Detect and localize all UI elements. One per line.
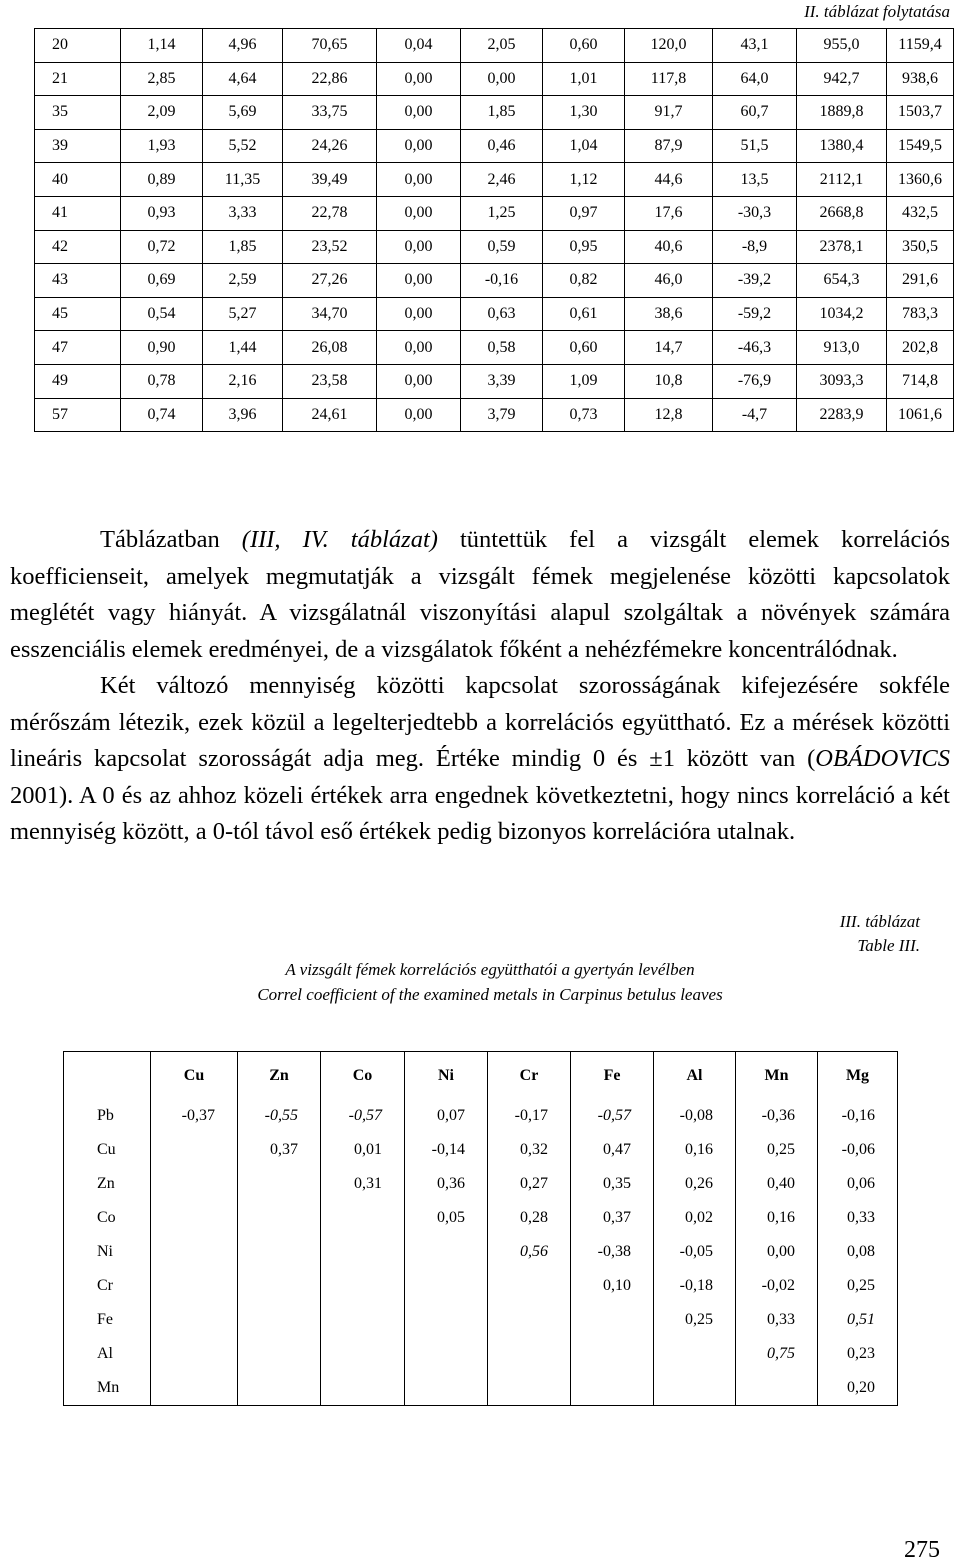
table-cell: 87,9 bbox=[625, 129, 713, 163]
table-2-body bbox=[35, 29, 954, 432]
table-cell: -30,3 bbox=[713, 196, 797, 230]
table-cell: 0,00 bbox=[377, 163, 461, 197]
table-cell bbox=[654, 1371, 736, 1406]
row-header: Al bbox=[64, 1337, 151, 1371]
table-cell: 0,16 bbox=[654, 1133, 736, 1167]
table-cell: 0,93 bbox=[121, 196, 203, 230]
table-cell bbox=[405, 1269, 488, 1303]
table-cell bbox=[654, 1337, 736, 1371]
table-cell: 0,00 bbox=[377, 264, 461, 298]
table-cell: 44,6 bbox=[625, 163, 713, 197]
table-cell: 5,52 bbox=[203, 129, 283, 163]
column-header: Mg bbox=[818, 1052, 898, 1100]
table-cell: 0,82 bbox=[543, 264, 625, 298]
paragraph-2-rest: 2001). A 0 és az ahhoz közeli értékek arra engednek következtetni, hogy nincs korreláció a két mennyiség között, a 0-tól távol eső értékek pedig bizonyos korrelációra utalnak. bbox=[10, 781, 950, 845]
table-cell: 0,59 bbox=[461, 230, 543, 264]
table-cell: 43 bbox=[35, 264, 121, 298]
table-row bbox=[64, 1337, 898, 1371]
table-cell: 0,46 bbox=[461, 129, 543, 163]
table-cell: 12,8 bbox=[625, 398, 713, 432]
table-cell: 60,7 bbox=[713, 96, 797, 130]
table-cell: 0,36 bbox=[405, 1167, 488, 1201]
table-cell bbox=[321, 1371, 405, 1406]
table-cell: 0,00 bbox=[377, 129, 461, 163]
table-cell: 70,65 bbox=[283, 29, 377, 63]
table-cell bbox=[321, 1235, 405, 1269]
table-cell: 0,31 bbox=[321, 1167, 405, 1201]
table-cell: 46,0 bbox=[625, 264, 713, 298]
citation-author: OBÁDOVICS bbox=[815, 745, 950, 772]
table-row bbox=[35, 364, 954, 398]
table-cell: 26,08 bbox=[283, 331, 377, 365]
table-cell bbox=[151, 1371, 238, 1406]
table-cell: 33,75 bbox=[283, 96, 377, 130]
table-cell: 0,00 bbox=[377, 297, 461, 331]
table-cell: 0,07 bbox=[405, 1099, 488, 1133]
table-cell: 23,52 bbox=[283, 230, 377, 264]
table-cell bbox=[321, 1269, 405, 1303]
table-3-caption-en: Correl coefficient of the examined metals in Carpinus betulus leaves bbox=[257, 985, 723, 1004]
table-cell: 1360,6 bbox=[887, 163, 954, 197]
table-cell: 43,1 bbox=[713, 29, 797, 63]
table-cell: 1,85 bbox=[461, 96, 543, 130]
table-row bbox=[64, 1133, 898, 1167]
table-cell: 40,6 bbox=[625, 230, 713, 264]
table-cell: 1034,2 bbox=[797, 297, 887, 331]
table-cell bbox=[321, 1201, 405, 1235]
table-cell: 1,30 bbox=[543, 96, 625, 130]
table-3-label-hu: III. táblázat bbox=[839, 912, 920, 931]
table-row bbox=[64, 1167, 898, 1201]
table-cell: 0,40 bbox=[736, 1167, 818, 1201]
table-cell: 0,32 bbox=[488, 1133, 571, 1167]
row-header: Zn bbox=[64, 1167, 151, 1201]
table-row bbox=[64, 1303, 898, 1337]
table-row bbox=[35, 398, 954, 432]
table-cell: 938,6 bbox=[887, 62, 954, 96]
table-cell: 20 bbox=[35, 29, 121, 63]
table-cell: 3,33 bbox=[203, 196, 283, 230]
table-cell: 120,0 bbox=[625, 29, 713, 63]
table-cell: 432,5 bbox=[887, 196, 954, 230]
row-header: Fe bbox=[64, 1303, 151, 1337]
row-header: Pb bbox=[64, 1099, 151, 1133]
table-cell: 1,25 bbox=[461, 196, 543, 230]
table-cell: 2378,1 bbox=[797, 230, 887, 264]
table-cell: 0,54 bbox=[121, 297, 203, 331]
table-cell bbox=[151, 1303, 238, 1337]
table-cell: 0,00 bbox=[377, 331, 461, 365]
paragraph-2-start: Két változó mennyiség közötti kapcsolat szorosságának kifejezésére sokféle mérőszám létezik, ezek közül a legelterjedtebb a korrelációs együttható. Ez a mérések közötti lineáris kapcsolat szorosságát adja meg. Értéke mindig 0 és ±1 között van ( bbox=[10, 672, 950, 772]
table-cell: 22,86 bbox=[283, 62, 377, 96]
table-reference: (III, IV. táblázat) bbox=[241, 526, 438, 553]
table-cell: 23,58 bbox=[283, 364, 377, 398]
table-cell: 1380,4 bbox=[797, 129, 887, 163]
table-cell: 0,01 bbox=[321, 1133, 405, 1167]
table-cell: 0,26 bbox=[654, 1167, 736, 1201]
table-cell: 0,61 bbox=[543, 297, 625, 331]
table-cell: -0,16 bbox=[461, 264, 543, 298]
table-cell: 0,58 bbox=[461, 331, 543, 365]
table-cell bbox=[238, 1167, 321, 1201]
row-header: Cu bbox=[64, 1133, 151, 1167]
table-cell: 0,28 bbox=[488, 1201, 571, 1235]
table-cell bbox=[405, 1371, 488, 1406]
table-cell: 1549,5 bbox=[887, 129, 954, 163]
table-cell: 0,72 bbox=[121, 230, 203, 264]
table-cell: 2,85 bbox=[121, 62, 203, 96]
column-header: Ni bbox=[405, 1052, 488, 1100]
paragraph-1-rest: tüntettük fel a vizsgált elemek korrelációs koefficienseit, amelyek megmutatják a vizsgált fémek megjelenése közötti kapcsolatok meglétét vagy hiányát. A vizsgálatnál viszonyítási alapul szolgáltak a növények számára esszenciális elemek eredményei, de a vizsgálatok főként a nehézfémekre koncentrálódnak. bbox=[10, 526, 950, 663]
table-3-correlation bbox=[63, 1051, 898, 1406]
table-cell bbox=[151, 1235, 238, 1269]
table-cell: 0,56 bbox=[488, 1235, 571, 1269]
table-cell: 0,74 bbox=[121, 398, 203, 432]
table-cell: 5,69 bbox=[203, 96, 283, 130]
table-cell: 0,10 bbox=[571, 1269, 654, 1303]
table-cell: 654,3 bbox=[797, 264, 887, 298]
table-cell: 0,89 bbox=[121, 163, 203, 197]
table-cell bbox=[238, 1269, 321, 1303]
table-3-label bbox=[840, 910, 920, 958]
column-header: Al bbox=[654, 1052, 736, 1100]
table-cell: -0,06 bbox=[818, 1133, 898, 1167]
table-cell: 1,93 bbox=[121, 129, 203, 163]
table-cell: -0,36 bbox=[736, 1099, 818, 1133]
paragraph-1-start: Táblázatban bbox=[100, 526, 242, 553]
table-cell: 2283,9 bbox=[797, 398, 887, 432]
table-cell: 0,00 bbox=[377, 230, 461, 264]
table-cell: 0,90 bbox=[121, 331, 203, 365]
table-row bbox=[64, 1235, 898, 1269]
body-text bbox=[10, 522, 950, 851]
table-row bbox=[35, 264, 954, 298]
table-cell: 913,0 bbox=[797, 331, 887, 365]
table-cell: 34,70 bbox=[283, 297, 377, 331]
table-cell: 21 bbox=[35, 62, 121, 96]
table-cell: 1,01 bbox=[543, 62, 625, 96]
paragraph-2 bbox=[10, 668, 950, 851]
table-cell: -0,55 bbox=[238, 1099, 321, 1133]
table-cell: 3,96 bbox=[203, 398, 283, 432]
table-cell: 1,12 bbox=[543, 163, 625, 197]
table-cell bbox=[238, 1235, 321, 1269]
table-cell: 0,78 bbox=[121, 364, 203, 398]
table-cell bbox=[151, 1269, 238, 1303]
table-cell bbox=[405, 1235, 488, 1269]
table-cell: 0,25 bbox=[818, 1269, 898, 1303]
table-cell bbox=[151, 1201, 238, 1235]
table-row bbox=[35, 297, 954, 331]
table-cell: 24,61 bbox=[283, 398, 377, 432]
table-cell: 0,00 bbox=[377, 62, 461, 96]
table-cell: 17,6 bbox=[625, 196, 713, 230]
table-cell: 41 bbox=[35, 196, 121, 230]
table-cell: 0,00 bbox=[461, 62, 543, 96]
column-header: Cu bbox=[151, 1052, 238, 1100]
table-cell: 0,02 bbox=[654, 1201, 736, 1235]
table-cell: 4,64 bbox=[203, 62, 283, 96]
table-cell: 291,6 bbox=[887, 264, 954, 298]
table-cell bbox=[571, 1337, 654, 1371]
table-cell: 1061,6 bbox=[887, 398, 954, 432]
table-cell: 0,69 bbox=[121, 264, 203, 298]
table-row bbox=[35, 230, 954, 264]
table-cell: 0,37 bbox=[571, 1201, 654, 1235]
table-3-caption-hu: A vizsgált fémek korrelációs együtthatói a gyertyán levélben bbox=[285, 960, 695, 979]
table-cell bbox=[321, 1337, 405, 1371]
table-cell: 0,95 bbox=[543, 230, 625, 264]
table-cell: 64,0 bbox=[713, 62, 797, 96]
table-cell bbox=[571, 1371, 654, 1406]
table-cell: 22,78 bbox=[283, 196, 377, 230]
table-2-continued bbox=[34, 28, 954, 432]
table-cell: -0,57 bbox=[321, 1099, 405, 1133]
table-cell: 0,00 bbox=[377, 398, 461, 432]
table-cell: 27,26 bbox=[283, 264, 377, 298]
table-cell: -0,14 bbox=[405, 1133, 488, 1167]
table-row bbox=[35, 96, 954, 130]
table-cell: 0,04 bbox=[377, 29, 461, 63]
table-cell: 1503,7 bbox=[887, 96, 954, 130]
table-cell: 0,00 bbox=[377, 364, 461, 398]
row-header: Mn bbox=[64, 1371, 151, 1406]
table-cell: 0,27 bbox=[488, 1167, 571, 1201]
table-cell: 0,20 bbox=[818, 1371, 898, 1406]
table-cell: 0,47 bbox=[571, 1133, 654, 1167]
table-cell: 0,06 bbox=[818, 1167, 898, 1201]
table-row bbox=[35, 29, 954, 63]
table-cell: -0,08 bbox=[654, 1099, 736, 1133]
table-cell bbox=[321, 1303, 405, 1337]
table-continued-label: II. táblázat folytatása bbox=[804, 2, 950, 21]
table-cell bbox=[238, 1201, 321, 1235]
table-cell: -0,18 bbox=[654, 1269, 736, 1303]
table-cell: 1,44 bbox=[203, 331, 283, 365]
table-row bbox=[35, 331, 954, 365]
table-cell: 0,33 bbox=[818, 1201, 898, 1235]
table-cell: 1,14 bbox=[121, 29, 203, 63]
table-cell: 5,27 bbox=[203, 297, 283, 331]
table-cell: -0,37 bbox=[151, 1099, 238, 1133]
column-header: Cr bbox=[488, 1052, 571, 1100]
table-cell: 0,97 bbox=[543, 196, 625, 230]
table-cell bbox=[151, 1337, 238, 1371]
row-header: Co bbox=[64, 1201, 151, 1235]
table-cell: 0,63 bbox=[461, 297, 543, 331]
table-cell: 2,59 bbox=[203, 264, 283, 298]
table-cell: 0,05 bbox=[405, 1201, 488, 1235]
table-cell: 3093,3 bbox=[797, 364, 887, 398]
table-row bbox=[35, 163, 954, 197]
table-row bbox=[35, 62, 954, 96]
table-cell: -0,16 bbox=[818, 1099, 898, 1133]
table-cell: -0,05 bbox=[654, 1235, 736, 1269]
table-cell: 1,04 bbox=[543, 129, 625, 163]
table-cell: 0,16 bbox=[736, 1201, 818, 1235]
table-cell: 202,8 bbox=[887, 331, 954, 365]
table-cell: 117,8 bbox=[625, 62, 713, 96]
table-cell bbox=[488, 1303, 571, 1337]
column-header: Zn bbox=[238, 1052, 321, 1100]
table-cell: 3,39 bbox=[461, 364, 543, 398]
page-number: 275 bbox=[904, 1537, 940, 1563]
table-row bbox=[35, 129, 954, 163]
table-cell: 0,60 bbox=[543, 29, 625, 63]
table-cell: -8,9 bbox=[713, 230, 797, 264]
table-cell: 0,00 bbox=[377, 196, 461, 230]
table-cell bbox=[571, 1303, 654, 1337]
table-cell: 45 bbox=[35, 297, 121, 331]
table-row bbox=[64, 1099, 898, 1133]
table-cell: 0,60 bbox=[543, 331, 625, 365]
table-cell: 24,26 bbox=[283, 129, 377, 163]
table-cell bbox=[238, 1337, 321, 1371]
table-cell: 0,25 bbox=[736, 1133, 818, 1167]
table-cell: 42 bbox=[35, 230, 121, 264]
table-cell bbox=[488, 1371, 571, 1406]
table-cell: 0,75 bbox=[736, 1337, 818, 1371]
table-cell: 714,8 bbox=[887, 364, 954, 398]
table-cell: 38,6 bbox=[625, 297, 713, 331]
table-cell bbox=[151, 1167, 238, 1201]
table-cell: 0,25 bbox=[654, 1303, 736, 1337]
table-3-caption bbox=[160, 957, 820, 1007]
table-cell: 10,8 bbox=[625, 364, 713, 398]
table-cell: 0,73 bbox=[543, 398, 625, 432]
table-cell: 2,16 bbox=[203, 364, 283, 398]
table-cell: -0,57 bbox=[571, 1099, 654, 1133]
table-cell: 0,00 bbox=[377, 96, 461, 130]
table-row bbox=[35, 196, 954, 230]
table-cell bbox=[488, 1269, 571, 1303]
table-cell: -76,9 bbox=[713, 364, 797, 398]
table-cell: 0,35 bbox=[571, 1167, 654, 1201]
table-cell: 40 bbox=[35, 163, 121, 197]
table-row bbox=[64, 1371, 898, 1406]
table-cell: 2112,1 bbox=[797, 163, 887, 197]
table-cell bbox=[488, 1337, 571, 1371]
table-cell: 4,96 bbox=[203, 29, 283, 63]
table-cell: 49 bbox=[35, 364, 121, 398]
table-cell: 0,33 bbox=[736, 1303, 818, 1337]
table-cell: 1159,4 bbox=[887, 29, 954, 63]
table-cell: -46,3 bbox=[713, 331, 797, 365]
table-cell: 47 bbox=[35, 331, 121, 365]
table-cell: 2668,8 bbox=[797, 196, 887, 230]
table-cell bbox=[151, 1133, 238, 1167]
table-cell: 13,5 bbox=[713, 163, 797, 197]
table-cell: 350,5 bbox=[887, 230, 954, 264]
table-cell: 39 bbox=[35, 129, 121, 163]
table-cell: -0,38 bbox=[571, 1235, 654, 1269]
row-header: Ni bbox=[64, 1235, 151, 1269]
table-cell: 783,3 bbox=[887, 297, 954, 331]
table-cell bbox=[405, 1303, 488, 1337]
table-cell: 14,7 bbox=[625, 331, 713, 365]
table-cell: 1,09 bbox=[543, 364, 625, 398]
column-header: Fe bbox=[571, 1052, 654, 1100]
table-cell: 35 bbox=[35, 96, 121, 130]
table-cell: 51,5 bbox=[713, 129, 797, 163]
table-header-row bbox=[64, 1052, 898, 1100]
table-cell: 0,23 bbox=[818, 1337, 898, 1371]
table-cell: 0,00 bbox=[736, 1235, 818, 1269]
table-cell: -4,7 bbox=[713, 398, 797, 432]
table-cell bbox=[238, 1303, 321, 1337]
table-cell bbox=[405, 1337, 488, 1371]
table-cell: 955,0 bbox=[797, 29, 887, 63]
table-cell: 11,35 bbox=[203, 163, 283, 197]
table-cell: 57 bbox=[35, 398, 121, 432]
table-cell: 2,05 bbox=[461, 29, 543, 63]
table-cell bbox=[238, 1371, 321, 1406]
row-header: Cr bbox=[64, 1269, 151, 1303]
table-cell: 3,79 bbox=[461, 398, 543, 432]
table-cell: -59,2 bbox=[713, 297, 797, 331]
table-cell: 942,7 bbox=[797, 62, 887, 96]
table-cell: 0,51 bbox=[818, 1303, 898, 1337]
table-cell: 2,46 bbox=[461, 163, 543, 197]
table-cell: -0,02 bbox=[736, 1269, 818, 1303]
column-header bbox=[64, 1052, 151, 1100]
table-cell: 91,7 bbox=[625, 96, 713, 130]
table-cell: 0,37 bbox=[238, 1133, 321, 1167]
table-cell: 1,85 bbox=[203, 230, 283, 264]
paragraph-1 bbox=[10, 522, 950, 668]
table-cell: 39,49 bbox=[283, 163, 377, 197]
table-cell: 1889,8 bbox=[797, 96, 887, 130]
table-row bbox=[64, 1269, 898, 1303]
table-cell: 2,09 bbox=[121, 96, 203, 130]
table-cell bbox=[736, 1371, 818, 1406]
table-row bbox=[64, 1201, 898, 1235]
table-cell: -39,2 bbox=[713, 264, 797, 298]
table-3-body bbox=[64, 1052, 898, 1406]
column-header: Mn bbox=[736, 1052, 818, 1100]
table-3-label-en: Table III. bbox=[857, 936, 920, 955]
table-cell: -0,17 bbox=[488, 1099, 571, 1133]
column-header: Co bbox=[321, 1052, 405, 1100]
table-cell: 0,08 bbox=[818, 1235, 898, 1269]
